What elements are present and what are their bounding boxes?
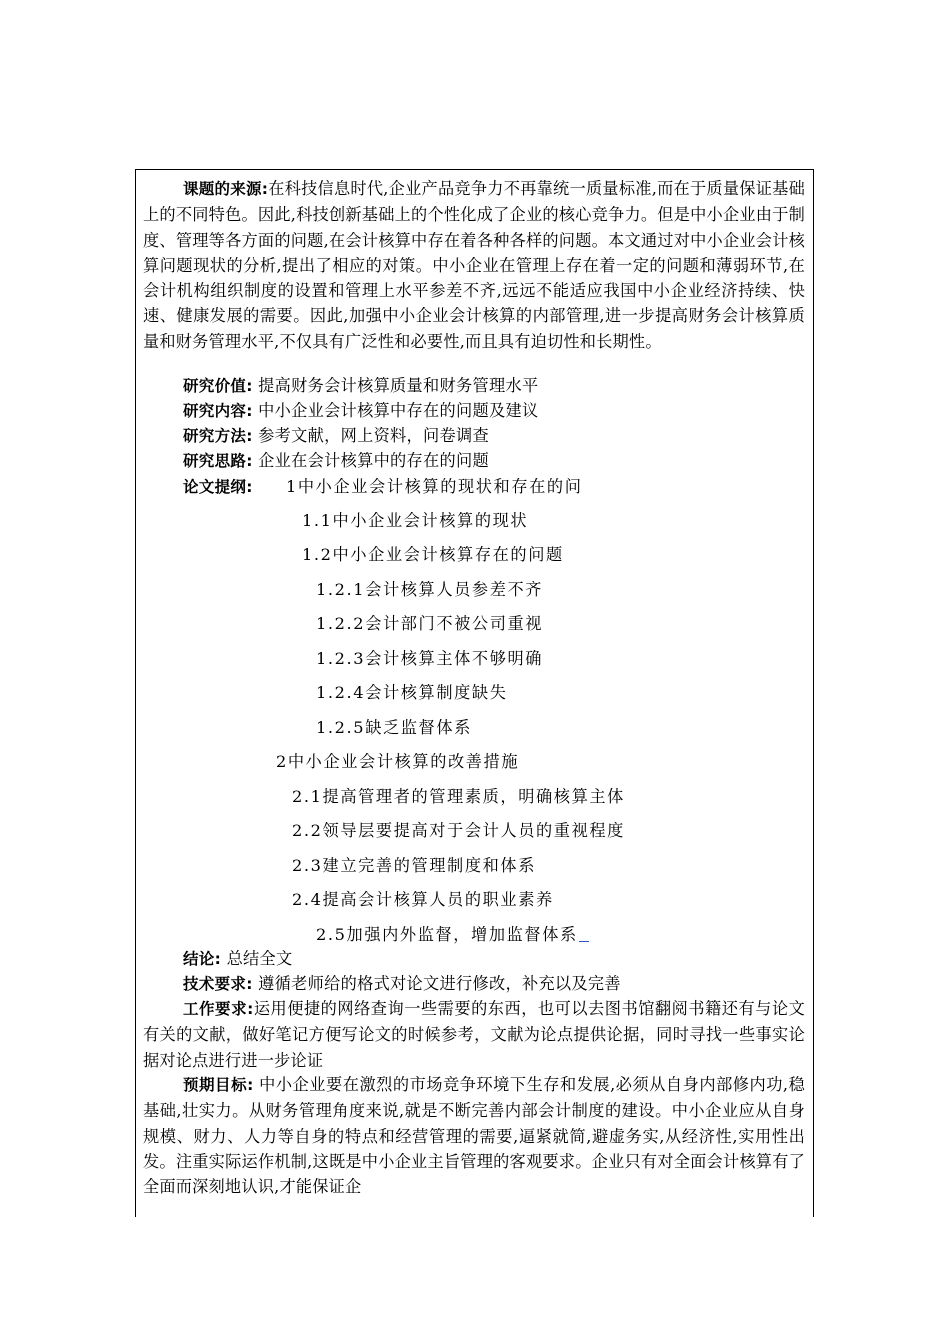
research-method-text: 参考文献，网上资料，问卷调查 xyxy=(258,426,489,445)
outline-item-text: 2.5加强内外监督，增加监督体系 xyxy=(316,925,578,944)
outline-item-last xyxy=(316,922,589,947)
source-label: 课题的来源: xyxy=(183,180,269,198)
work-requirement-paragraph xyxy=(143,996,805,1073)
conclusion-row xyxy=(183,946,293,972)
outline-item: 1.2.1会计核算人员参差不齐 xyxy=(316,580,544,599)
outline-item: 1.1中小企业会计核算的现状 xyxy=(302,511,529,530)
outline-item: 2.1提高管理者的管理素质，明确核算主体 xyxy=(292,787,625,806)
research-value-row xyxy=(183,373,538,399)
work-requirement-label: 工作要求: xyxy=(183,1000,254,1018)
expected-goal-label: 预期目标: xyxy=(183,1076,254,1094)
conclusion-label: 结论: xyxy=(183,950,222,968)
outline-item: 1.2.4会计核算制度缺失 xyxy=(316,683,508,702)
outline-label: 论文提纲: xyxy=(183,478,253,496)
source-paragraph xyxy=(143,176,805,354)
tech-requirement-row xyxy=(183,971,621,997)
conclusion-text: 总结全文 xyxy=(226,949,293,968)
research-content-label: 研究内容: xyxy=(183,402,253,420)
source-text: 在科技信息时代,企业产品竞争力不再靠统一质量标准,而在于质量保证基础上的不同特色。因此,科技创新基础上的个性化成了企业的核心竞争力。但是中小企业由于制度、管理等各方面的问题,在会计核算中存在着各种各样的问题。本文通过对中小企业会计核算问题现状的分析,提出了相应的对策。中小企业在管理上存在着一定的问题和薄弱环节,在会计机构组织制度的设置和管理上水平参差不齐,远远不能适应我国中小企业经济持续、快速、健康发展的需要。因此,加强中小企业会计核算的内部管理,进一步提高财务会计核算质量和财务管理水平,不仅具有广泛性和必要性,而且具有迫切性和长期性。 xyxy=(143,179,805,351)
research-method-label: 研究方法: xyxy=(183,427,253,445)
research-value-label: 研究价值: xyxy=(183,377,253,395)
outline-item: 1.2.5缺乏监督体系 xyxy=(316,718,472,737)
outline-row xyxy=(183,474,253,500)
outline-item: 2.4提高会计核算人员的职业素养 xyxy=(292,890,554,909)
research-idea-text: 企业在会计核算中的存在的问题 xyxy=(258,451,489,470)
outline-item: 1中小企业会计核算的现状和存在的问 xyxy=(286,477,583,496)
research-value-text: 提高财务会计核算质量和财务管理水平 xyxy=(258,376,539,395)
tech-requirement-label: 技术要求: xyxy=(183,975,253,993)
research-content-row xyxy=(183,398,538,424)
research-idea-row xyxy=(183,448,489,474)
expected-goal-text: 中小企业要在激烈的市场竞争环境下生存和发展,必须从自身内部修内功,稳基础,壮实力。从财务管理角度来说,就是不断完善内部会计制度的建设。中小企业应从自身规模、财力、人力等自身的特点和经营管理的需要,逼紧就简,避虚务实,从经济性,实用性出发。注重实际运作机制,这既是中小企业主旨管理的客观要求。企业只有对全面会计核算有了全面而深刻地认识,才能保证企 xyxy=(143,1075,805,1197)
outline-item: 1.2中小企业会计核算存在的问题 xyxy=(302,545,564,564)
research-method-row xyxy=(183,423,489,449)
outline-item: 2.2领导层要提高对于会计人员的重视程度 xyxy=(292,821,625,840)
research-content-text: 中小企业会计核算中存在的问题及建议 xyxy=(258,401,539,420)
text-cursor-icon xyxy=(579,925,589,942)
outline-item: 1.2.3会计核算主体不够明确 xyxy=(316,649,544,668)
work-requirement-text: 运用便捷的网络查询一些需要的东西，也可以去图书馆翻阅书籍还有与论文有关的文献，做好笔记方便写论文的时候参考，文献为论点提供论据，同时寻找一些事实论据对论点进行进一步论证 xyxy=(143,999,805,1070)
outline-item: 2.3建立完善的管理制度和体系 xyxy=(292,856,536,875)
outline-item: 2中小企业会计核算的改善措施 xyxy=(276,752,520,771)
outline-item: 1.2.2会计部门不被公司重视 xyxy=(316,614,544,633)
expected-goal-paragraph xyxy=(143,1072,805,1199)
tech-requirement-text: 遵循老师给的格式对论文进行修改，补充以及完善 xyxy=(258,974,621,993)
research-idea-label: 研究思路: xyxy=(183,452,253,470)
